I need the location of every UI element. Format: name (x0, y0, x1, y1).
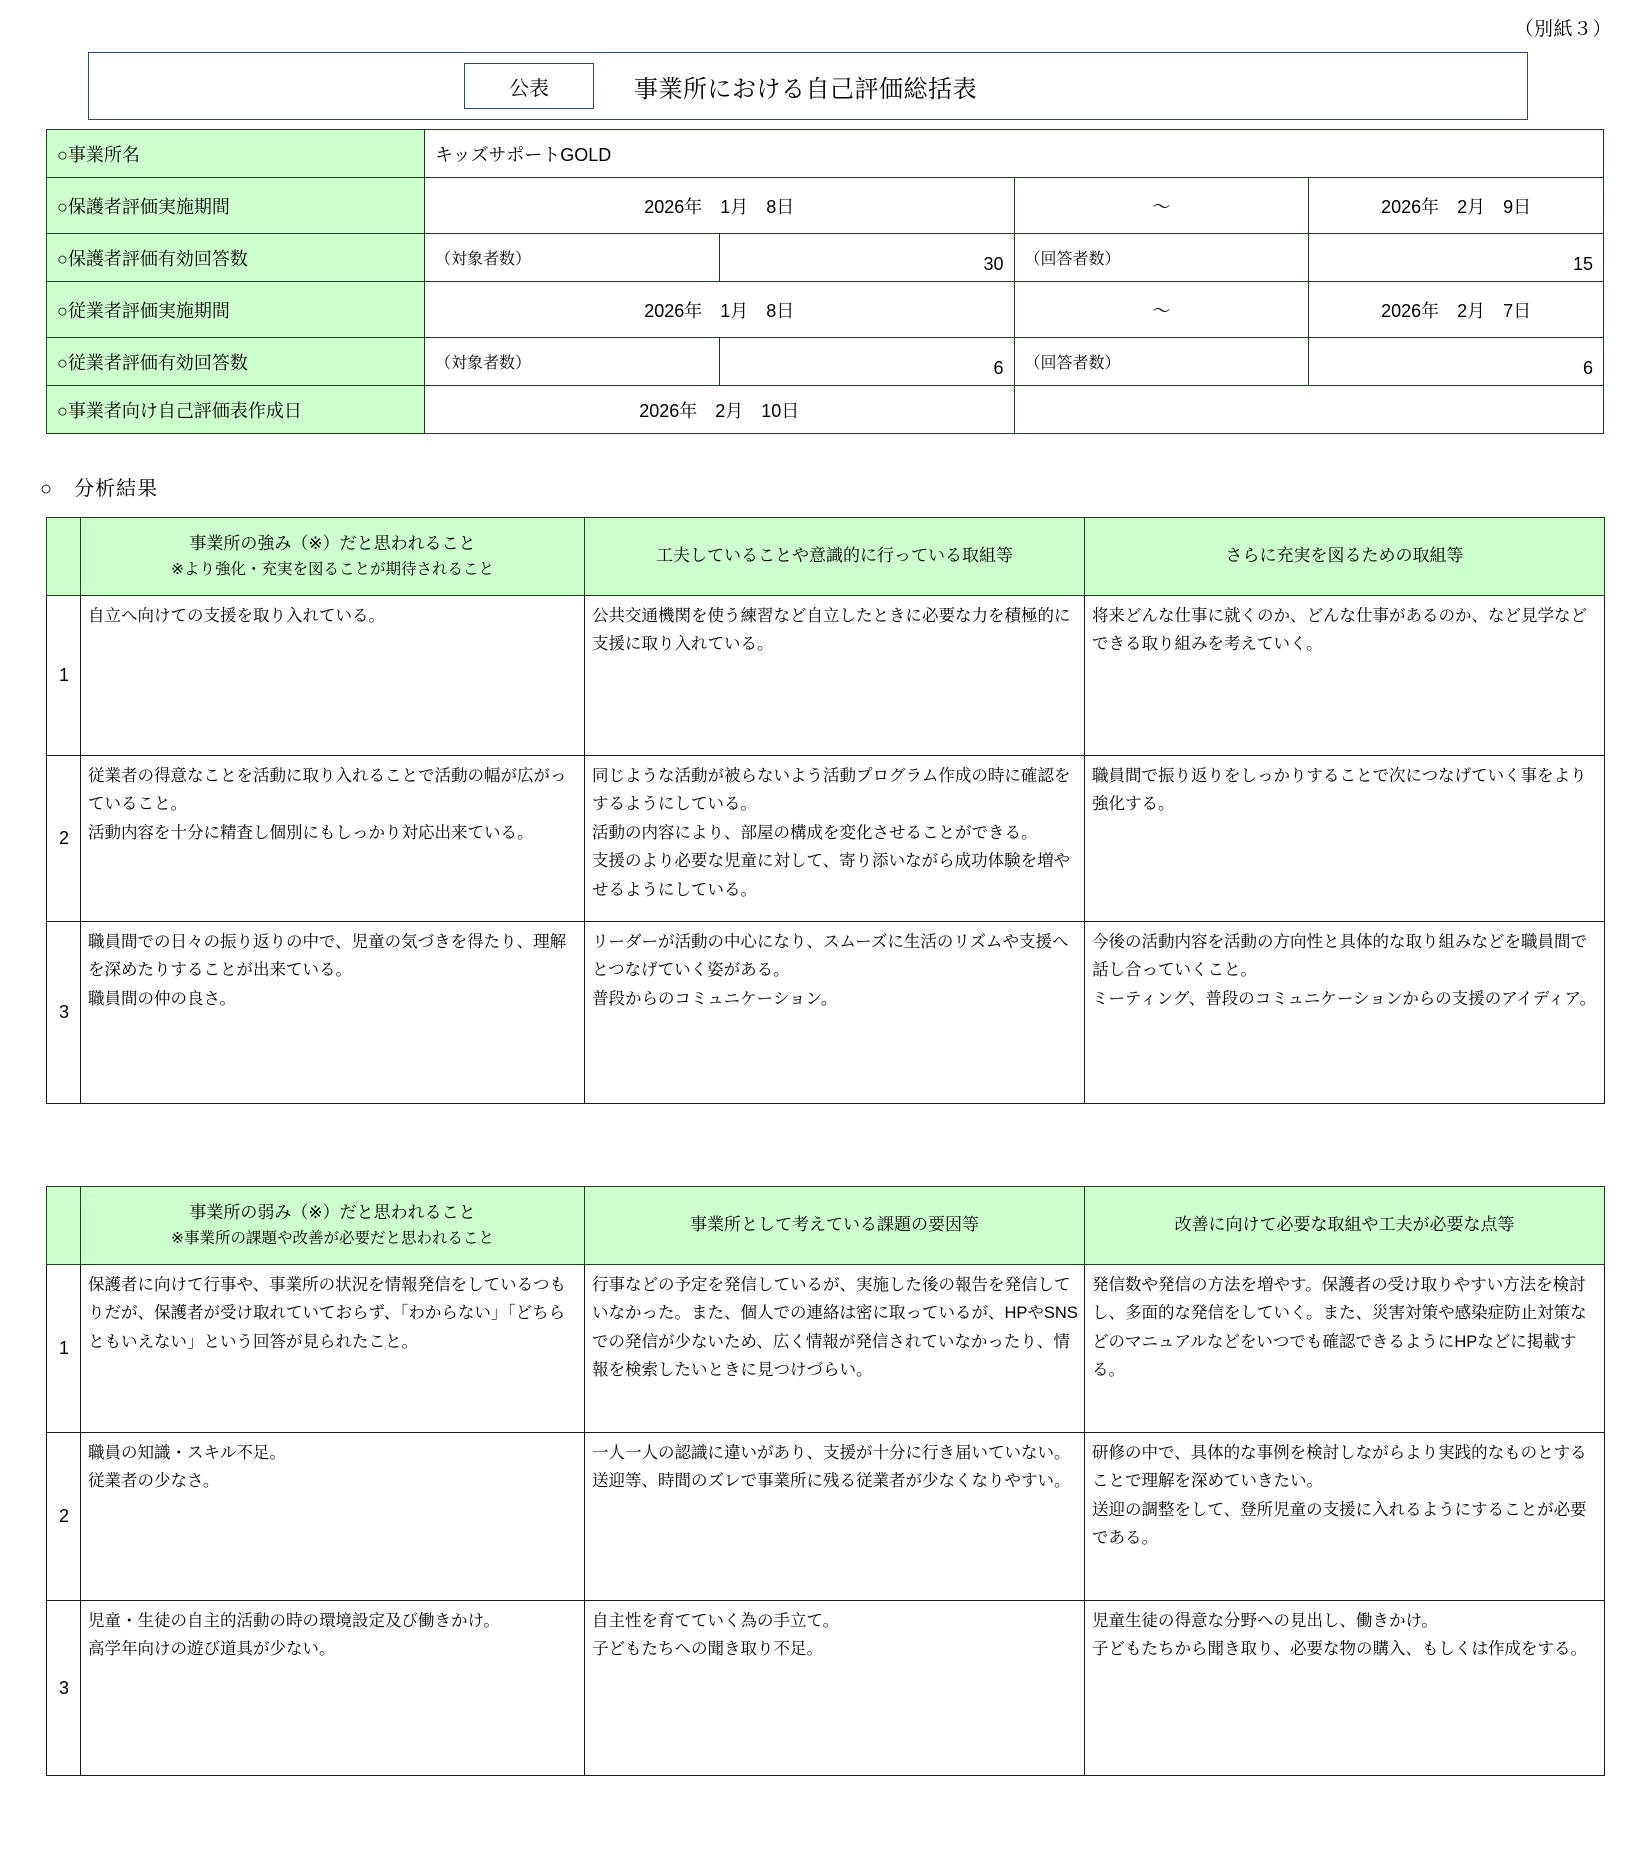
weaknesses-cell-c (1085, 1601, 1605, 1776)
table-row (47, 1601, 1605, 1776)
strengths-header-strength-sub: ※より強化・充実を図ることが期待されること (171, 560, 494, 578)
table-row (47, 130, 1604, 178)
table-row (47, 386, 1604, 434)
weaknesses-cell-b (585, 1433, 1085, 1601)
info-label-creation-date: ○事業者向け自己評価表作成日 (47, 386, 425, 434)
strengths-cell-b (585, 922, 1085, 1104)
strengths-table (46, 517, 1605, 1104)
cell-line: 従業者の得意なことを活動に取り入れることで活動の幅が広がっていること。 (88, 767, 567, 814)
info-value-guardian-period-separator: ～ (1014, 178, 1309, 234)
cell-line: 将来どんな仕事に就くのか、どんな仕事があるのか、など見学などできる取り組みを考えていく。 (1092, 607, 1587, 654)
table-row (47, 922, 1605, 1104)
cell-line: 活動内容を十分に精査し個別にもしっかり対応出来ている。 (88, 823, 534, 842)
info-value-guardian-period-start: 2026年 1月 8日 (425, 178, 1015, 234)
weaknesses-cell-c (1085, 1433, 1605, 1601)
cell-line: 行事などの予定を発信しているが、実施した後の報告を発信していなかった。また、個人での連絡は密に取っているが、HPやSNSでの発信が少ないため、広く情報が発信されていなかったり、情報を検索したいときに見つけづらい。 (592, 1276, 1078, 1380)
title-banner (88, 52, 1528, 120)
cell-line: 同じような活動が被らないよう活動プログラム作成の時に確認をするようにしている。 (592, 767, 1071, 814)
document-reference-label: （別紙３） (1514, 19, 1612, 40)
cell-line: 送迎の調整をして、登所児童の支援に入れるようにすることが必要である。 (1092, 1500, 1587, 1548)
strengths-cell-a (81, 922, 585, 1104)
info-value-creation-date: 2026年 2月 10日 (425, 386, 1015, 434)
weaknesses-row-number: 3 (47, 1601, 81, 1776)
weaknesses-header-actions: 改善に向けて必要な取組や工夫が必要な点等 (1085, 1187, 1605, 1265)
weaknesses-header-weakness-sub: ※事業所の課題や改善が必要だと思われること (171, 1229, 494, 1247)
weaknesses-cell-b (585, 1265, 1085, 1433)
weaknesses-header-weakness (81, 1187, 585, 1265)
strengths-cell-a (81, 756, 585, 922)
cell-line: 従業者の少なさ。 (88, 1472, 220, 1491)
cell-line: 活動の内容により、部屋の構成を変化させることができる。 (592, 823, 1038, 842)
publication-badge: 公表 (464, 63, 594, 109)
strengths-cell-b (585, 596, 1085, 756)
cell-line: 研修の中で、具体的な事例を検討しながらより実践的なものとすることで理解を深めていきたい。 (1092, 1444, 1587, 1491)
table-header-row (47, 1187, 1605, 1265)
strengths-row-number: 3 (47, 922, 81, 1104)
cell-line: 一人一人の認識に違いがあり、支援が十分に行き届いていない。 (592, 1444, 1071, 1462)
info-label-facility-name: ○事業所名 (47, 130, 425, 178)
info-label-guardian-responses: ○保護者評価有効回答数 (47, 234, 425, 282)
weaknesses-cell-a (81, 1433, 585, 1601)
cell-line: 自主性を育てていく為の手立て。 (592, 1612, 840, 1630)
info-value-creation-date-blank (1014, 386, 1604, 434)
table-row (47, 282, 1604, 338)
weaknesses-cell-a (81, 1601, 585, 1776)
cell-line: 職員間で振り返りをしっかりすることで次につなげていく事をより強化する。 (1092, 767, 1587, 814)
info-value-staff-period-start: 2026年 1月 8日 (425, 282, 1015, 338)
cell-line: 公共交通機関を使う練習など自立したときに必要な力を積極的に支援に取り入れている。 (592, 607, 1071, 654)
weaknesses-row-number: 2 (47, 1433, 81, 1601)
weaknesses-table (46, 1186, 1605, 1776)
cell-line: 保護者に向けて行事や、事業所の状況を情報発信をしているつもりだが、保護者が受け取れていておらず、「わからない」「どちらともいえない」という回答が見られたこと。 (88, 1276, 567, 1351)
cell-line: 自立へ向けての支援を取り入れている。 (88, 607, 385, 625)
cell-line: 普段からのコミュニケーション。 (592, 989, 838, 1008)
weaknesses-cell-c (1085, 1265, 1605, 1433)
info-value-staff-respondent-count: 6 (1309, 338, 1604, 386)
strengths-cell-a (81, 596, 585, 756)
table-header-row (47, 518, 1605, 596)
strengths-header-strength (81, 518, 585, 596)
strengths-header-number (47, 518, 81, 596)
info-value-staff-period-separator: ～ (1014, 282, 1309, 338)
table-row (47, 756, 1605, 922)
info-value-staff-period-end: 2026年 2月 7日 (1309, 282, 1604, 338)
cell-line: 職員の知識・スキル不足。 (88, 1444, 286, 1462)
info-label-guardian-target-count: （対象者数） (425, 234, 720, 282)
strengths-cell-b (585, 756, 1085, 922)
info-value-guardian-period-end: 2026年 2月 9日 (1309, 178, 1604, 234)
cell-line: 児童・生徒の自主的活動の時の環境設定及び働きかけ。 (88, 1612, 500, 1630)
weaknesses-header-weakness-main: 事業所の弱み（※）だと思われること (189, 1203, 476, 1223)
info-label-staff-responses: ○従業者評価有効回答数 (47, 338, 425, 386)
weaknesses-cell-b (585, 1601, 1085, 1776)
cell-line: リーダーが活動の中心になり、スムーズに生活のリズムや支援へとつなげていく姿がある。 (592, 933, 1069, 980)
cell-line: 発信数や発信の方法を増やす。保護者の受け取りやすい方法を検討し、多面的な発信をしていく。また、災害対策や感染症防止対策などのマニュアルなどをいつでも確認できるようにHPなどに掲載する。 (1092, 1276, 1587, 1380)
page-title: 事業所における自己評価総括表 (634, 75, 977, 103)
table-row (47, 1433, 1605, 1601)
info-label-staff-respondent-count: （回答者数） (1014, 338, 1309, 386)
strengths-header-efforts: 工夫していることや意識的に行っている取組等 (585, 518, 1085, 596)
table-row (47, 596, 1605, 756)
table-row (47, 338, 1604, 386)
cell-line: 送迎等、時間のズレで事業所に残る従業者が少なくなりやすい。 (592, 1472, 1071, 1491)
info-label-guardian-respondent-count: （回答者数） (1014, 234, 1309, 282)
table-row (47, 1265, 1605, 1433)
strengths-header-improvements: さらに充実を図るための取組等 (1085, 518, 1605, 596)
weaknesses-header-causes: 事業所として考えている課題の要因等 (585, 1187, 1085, 1265)
info-value-staff-target-count: 6 (719, 338, 1014, 386)
table-row (47, 178, 1604, 234)
cell-line: 今後の活動内容を活動の方向性と具体的な取り組みなどを職員間で話し合っていくこと。 (1092, 933, 1587, 980)
analysis-section-heading: ○ 分析結果 (40, 478, 159, 500)
cell-line: 子どもたちへの聞き取り不足。 (592, 1640, 823, 1659)
cell-line: 職員間の仲の良さ。 (88, 989, 236, 1008)
cell-line: 職員間での日々の振り返りの中で、児童の気づきを得たり、理解を深めたりすることが出来ている。 (88, 933, 567, 980)
weaknesses-row-number: 1 (47, 1265, 81, 1433)
info-label-guardian-period: ○保護者評価実施期間 (47, 178, 425, 234)
weaknesses-cell-a (81, 1265, 585, 1433)
cell-line: 児童生徒の得意な分野への見出し、働きかけ。 (1092, 1612, 1438, 1630)
facility-info-table (46, 129, 1604, 434)
cell-line: 子どもたちから聞き取り、必要な物の購入、もしくは作成をする。 (1092, 1640, 1587, 1659)
info-value-guardian-target-count: 30 (719, 234, 1014, 282)
strengths-header-strength-main: 事業所の強み（※）だと思われること (189, 534, 476, 554)
cell-line: ミーティング、普段のコミュニケーションからの支援のアイディア。 (1092, 989, 1597, 1008)
info-label-staff-period: ○従業者評価実施期間 (47, 282, 425, 338)
strengths-cell-c (1085, 756, 1605, 922)
strengths-cell-c (1085, 922, 1605, 1104)
strengths-row-number: 2 (47, 756, 81, 922)
strengths-row-number: 1 (47, 596, 81, 756)
info-label-staff-target-count: （対象者数） (425, 338, 720, 386)
strengths-cell-c (1085, 596, 1605, 756)
cell-line: 支援のより必要な児童に対して、寄り添いながら成功体験を増やせるようにしている。 (592, 852, 1071, 899)
weaknesses-header-number (47, 1187, 81, 1265)
info-value-guardian-respondent-count: 15 (1309, 234, 1604, 282)
info-value-facility-name: キッズサポートGOLD (425, 130, 1604, 178)
cell-line: 高学年向けの遊び道具が少ない。 (88, 1640, 336, 1659)
table-row (47, 234, 1604, 282)
